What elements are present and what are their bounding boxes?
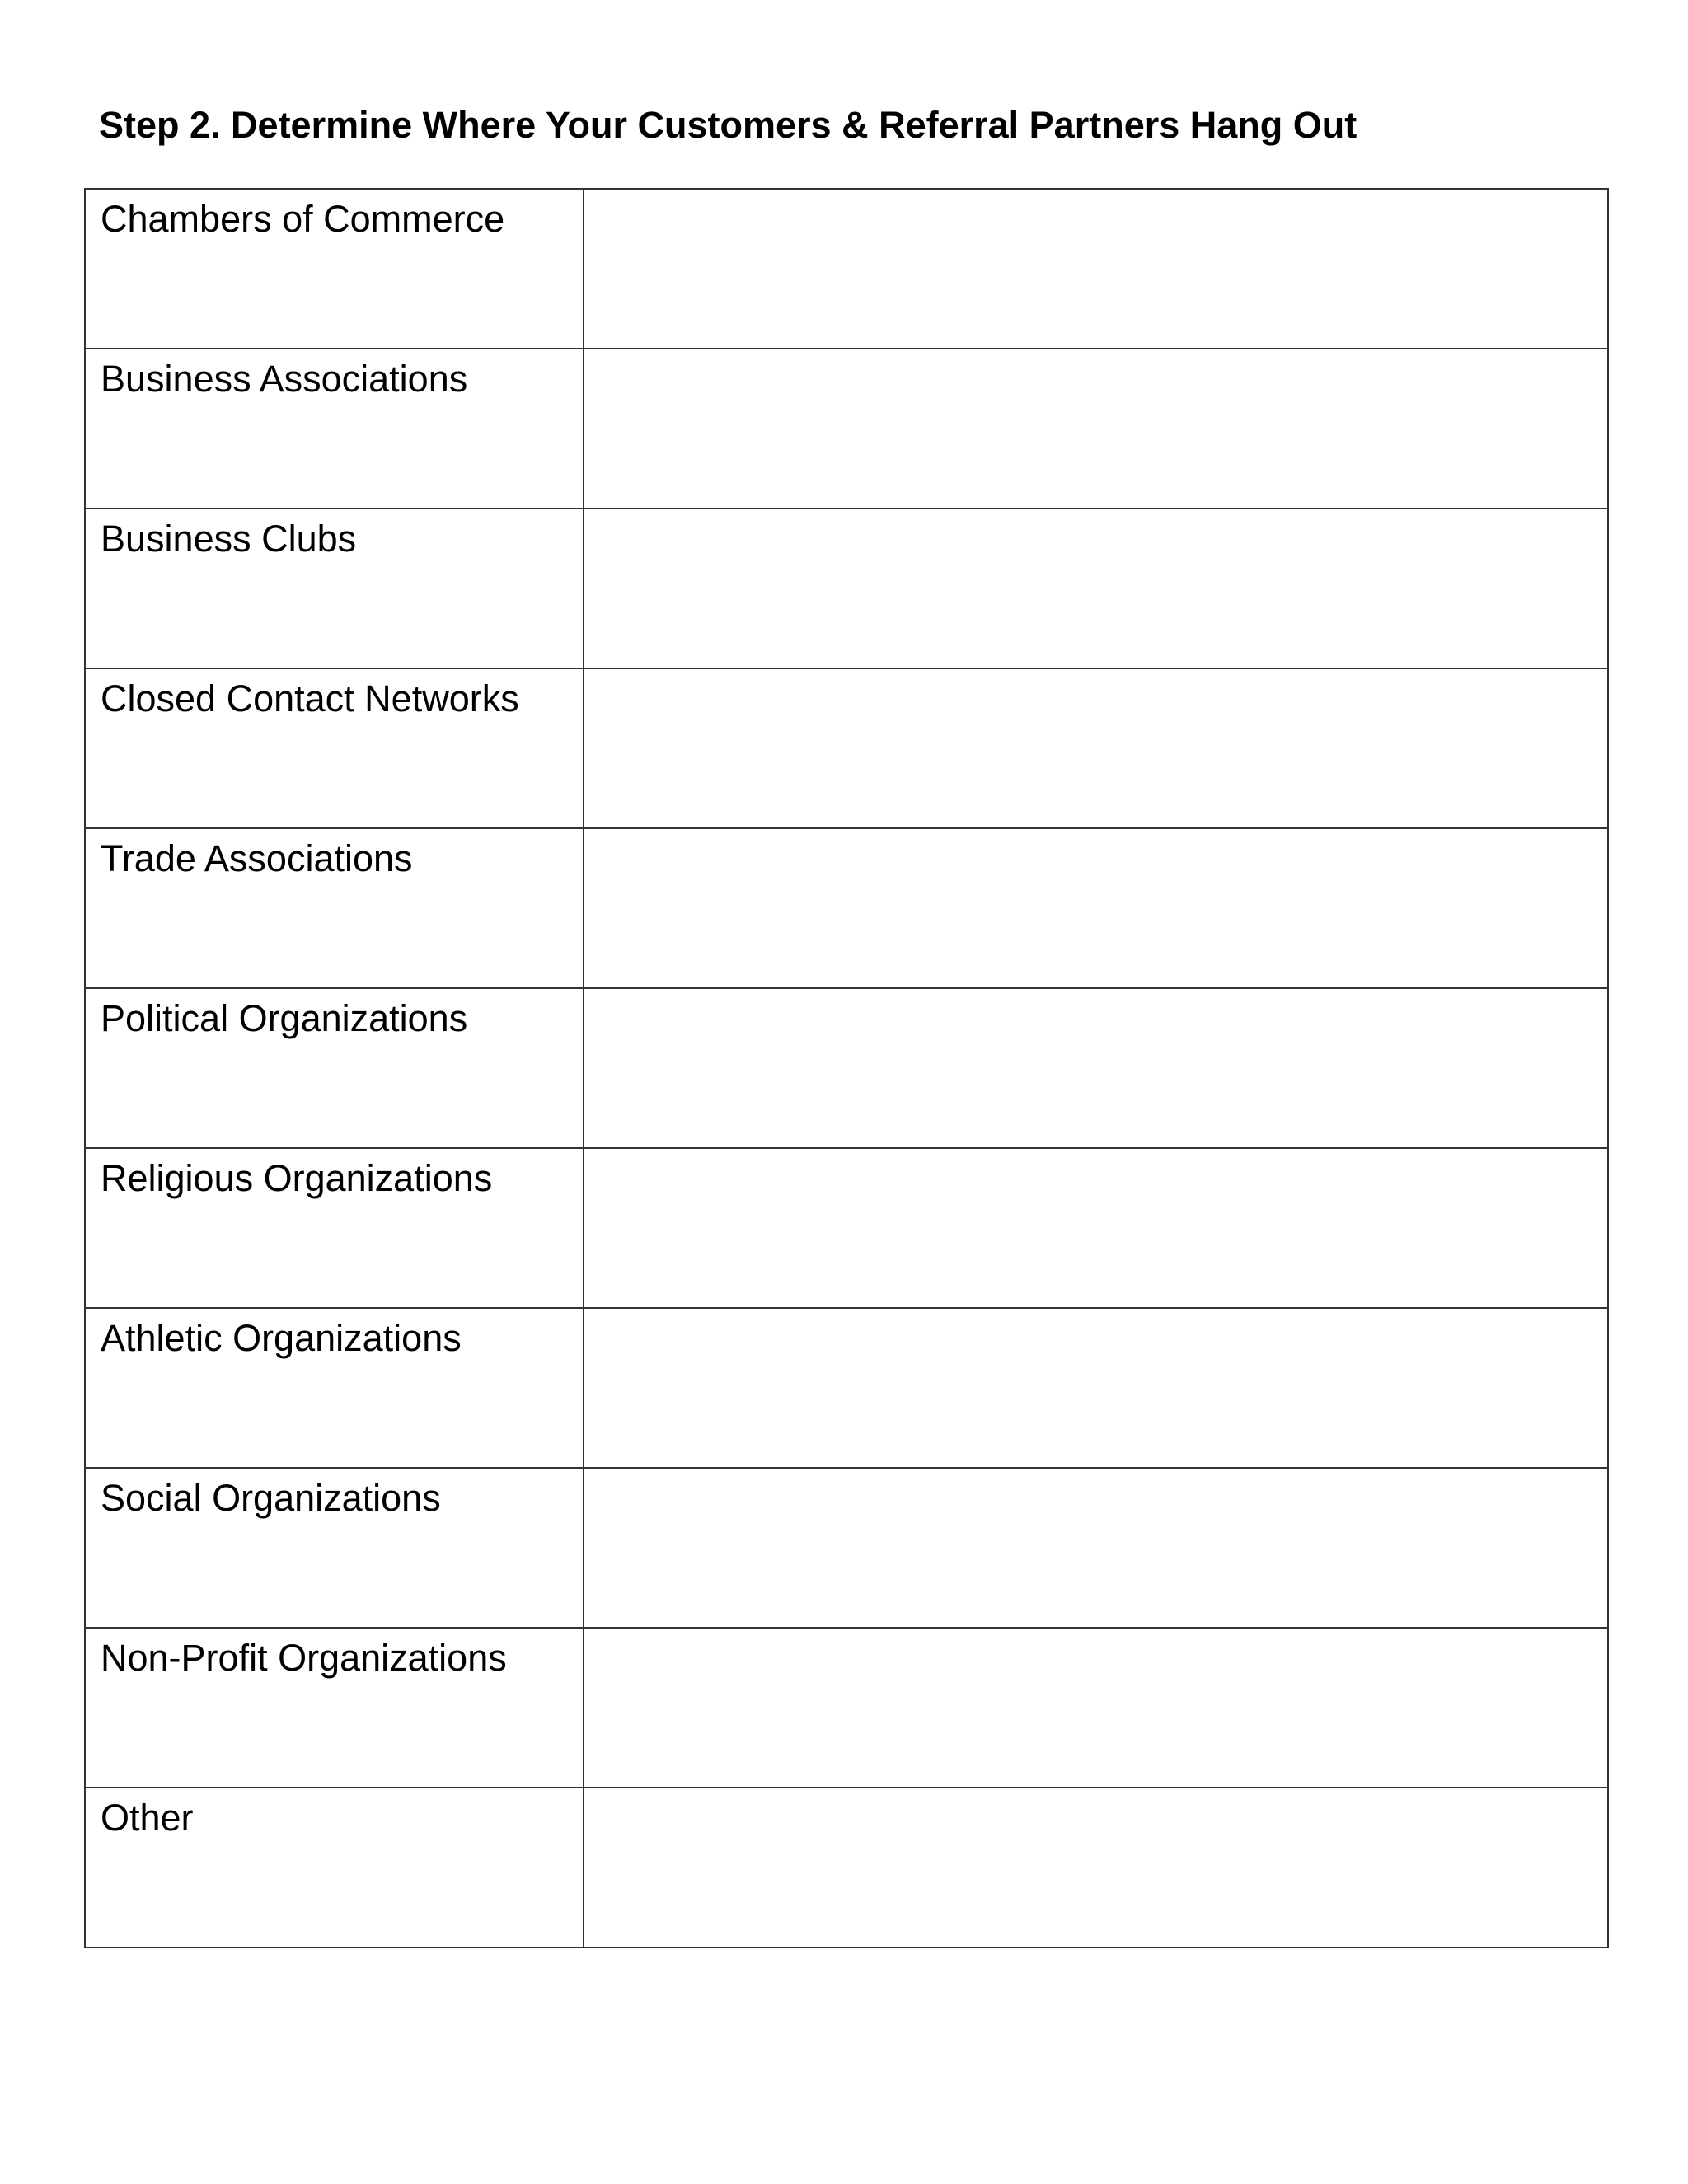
row-entry-cell[interactable] <box>584 668 1608 828</box>
row-label: Non-Profit Organizations <box>101 1637 507 1679</box>
row-entry-cell[interactable] <box>584 349 1608 509</box>
row-entry-cell[interactable] <box>584 1628 1608 1788</box>
row-label: Business Associations <box>101 358 468 400</box>
row-label: Athletic Organizations <box>101 1317 462 1359</box>
row-label: Political Organizations <box>101 997 468 1039</box>
table-row <box>85 1468 1608 1628</box>
row-label: Closed Contact Networks <box>101 677 519 719</box>
row-entry-cell[interactable] <box>584 1788 1608 1947</box>
table-row <box>85 668 1608 828</box>
row-label: Business Clubs <box>101 518 357 560</box>
table-row <box>85 1148 1608 1308</box>
row-entry-cell[interactable] <box>584 1308 1608 1468</box>
row-label-cell <box>85 668 584 828</box>
row-label-cell <box>85 1788 584 1947</box>
row-label: Trade Associations <box>101 837 413 879</box>
row-entry-cell[interactable] <box>584 509 1608 668</box>
table-row <box>85 349 1608 509</box>
row-label-cell <box>85 1308 584 1468</box>
row-entry-cell[interactable] <box>584 988 1608 1148</box>
row-entry-cell[interactable] <box>584 189 1608 349</box>
row-label: Other <box>101 1797 194 1839</box>
row-label-cell <box>85 349 584 509</box>
table-row <box>85 988 1608 1148</box>
row-entry-cell[interactable] <box>584 1148 1608 1308</box>
table-row <box>85 1628 1608 1788</box>
row-label-cell <box>85 509 584 668</box>
row-label-cell <box>85 988 584 1148</box>
row-label-cell <box>85 189 584 349</box>
page-title: Step 2. Determine Where Your Customers & Referral Partners Hang Out <box>99 104 1357 146</box>
table-row <box>85 189 1608 349</box>
row-label: Chambers of Commerce <box>101 198 505 240</box>
table-row <box>85 1788 1608 1947</box>
row-label-cell <box>85 1628 584 1788</box>
row-label-cell <box>85 1148 584 1308</box>
row-entry-cell[interactable] <box>584 1468 1608 1628</box>
table-row <box>85 828 1608 988</box>
table-row <box>85 509 1608 668</box>
row-label-cell <box>85 828 584 988</box>
row-label-cell <box>85 1468 584 1628</box>
table-row <box>85 1308 1608 1468</box>
row-label: Social Organizations <box>101 1477 441 1519</box>
row-label: Religious Organizations <box>101 1157 493 1199</box>
row-entry-cell[interactable] <box>584 828 1608 988</box>
worksheet-table <box>84 188 1609 1948</box>
